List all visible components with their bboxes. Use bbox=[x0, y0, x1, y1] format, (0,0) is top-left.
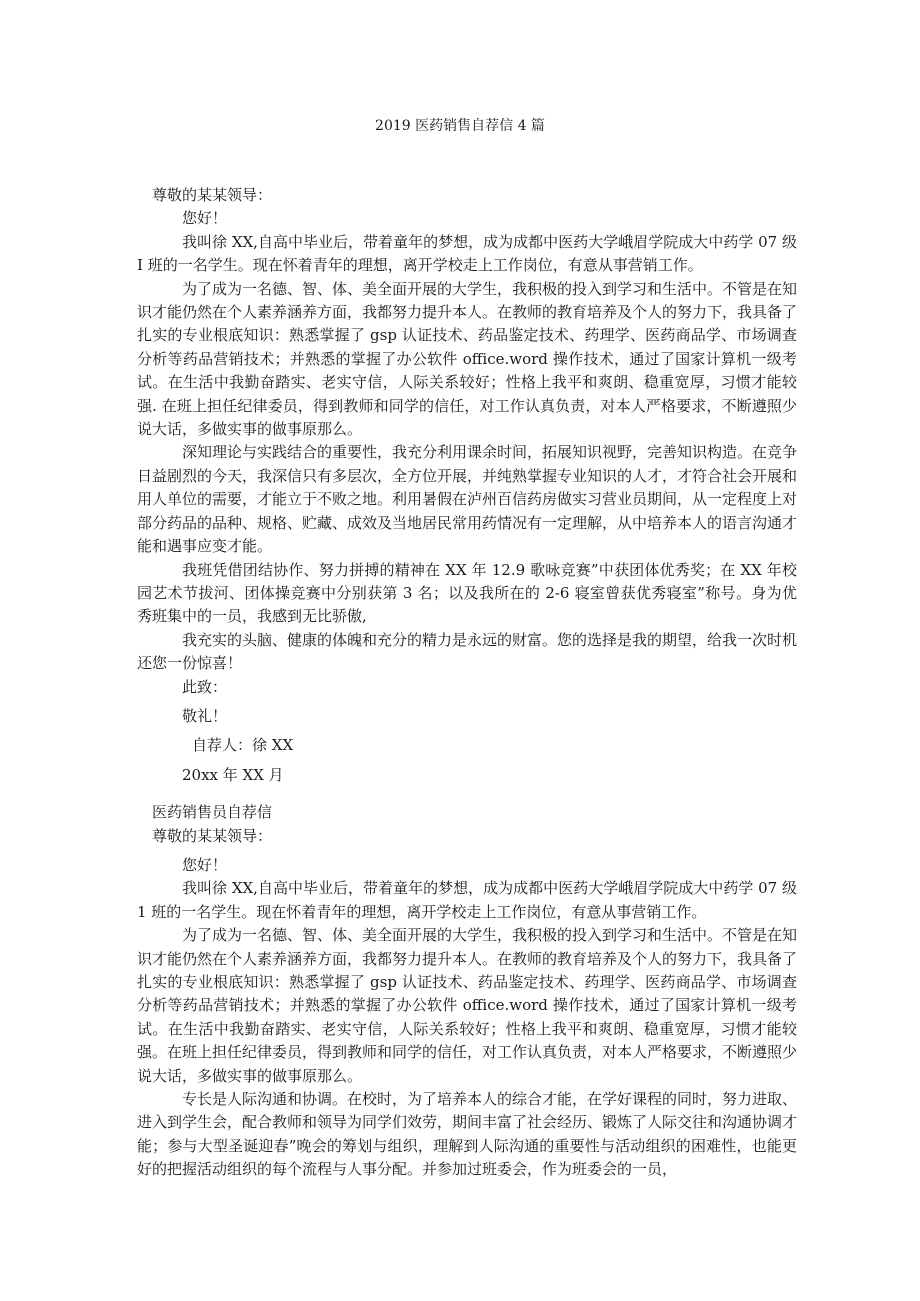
letter2-paragraph-3: 专长是人际沟通和协调。在校时，为了培养本人的综合才能，在学好课程的同时，努力进取、进入到学生会，配合教师和领导为同学们效劳，期间丰富了社会经历、锻炼了人际交往和沟通协调才能；参与大型圣诞迎春”晚会的筹划与组织，理解到人际沟通的重要性与活动组织的困难性，也能更好的把握活动组织的每个流程与人事分配。并参加过班委会，作为班委会的一员， bbox=[137, 1090, 798, 1179]
letter1-closing-2: 敬礼！ bbox=[182, 706, 228, 725]
document-body bbox=[137, 184, 797, 1182]
letter1-closing-1: 此致： bbox=[182, 677, 228, 696]
letter1-paragraph-1: 我叫徐 XX,自高中毕业后，带着童年的梦想，成为成都中医药大学峨眉学院成大中药学 07 级 I 班的一名学生。现在怀着青年的理想，离开学校走上工作岗位，有意从事营销工作。 bbox=[137, 232, 797, 275]
letter2-salutation: 尊敬的某某领导： bbox=[152, 826, 273, 845]
letter1-signature: 自荐人：徐 XX bbox=[192, 736, 294, 755]
letter1-date: 20xx 年 XX 月 bbox=[182, 765, 284, 784]
document-title: 2019 医药销售自荐信 4 篇 bbox=[375, 118, 545, 134]
letter1-greeting: 您好！ bbox=[182, 209, 228, 228]
letter1-paragraph-4: 我班凭借团结协作、努力拼搏的精神在 XX 年 12.9 歌咏竞赛”中获团体优秀奖；在 XX 年校园艺术节拔河、团体操竞赛中分别获第 3 名；以及我所在的 2-6 寝室曾获优秀寝室”称号。身为优秀班集中的一员，我感到无比骄傲, bbox=[137, 560, 797, 626]
letter2-paragraph-1: 我叫徐 XX,自高中毕业后，带着童年的梦想，成为成都中医药大学峨眉学院成大中药学 07 级 1 班的一名学生。现在怀着青年的理想，离开学校走上工作岗位，有意从事营销工作。 bbox=[137, 879, 797, 921]
letter1-paragraph-5: 我充实的头脑、健康的体魄和充分的精力是永远的财富。您的选择是我的期望，给我一次时机还您一份惊喜！ bbox=[137, 630, 798, 673]
letter2-paragraph-2: 为了成为一名德、智、体、美全面开展的大学生，我积极的投入到学习和生活中。不管是在知识才能仍然在个人素养涵养方面，我都努力提升本人。在教师的教育培养及个人的努力下，我具备了扎实的专业根底知识：熟悉掌握了 gsp 认证技术、药品鉴定技术、药理学、医药商品学、市场调查分析等药品营销技术；并熟悉的掌握了办公软件 office.word 操作技术，通过了国家计算机一级考试。在生活中我勤奋踏实、老实守信，人际关系较好；性格上我平和爽朗、稳重宽厚，习惯才能较强。在班上担任纪律委员，得到教师和同学的信任，对工作认真负责，对本人严格要求，不断遵照少说大话，多做实事的做事原那么。 bbox=[137, 926, 798, 1085]
letter1-paragraph-3: 深知理论与实践结合的重要性，我充分利用课余时间，拓展知识视野，完善知识构造。在竞争日益剧烈的今天，我深信只有多层次，全方位开展，并纯熟掌握专业知识的人才，才符合社会开展和用人单位的需要，才能立于不败之地。利用暑假在泸州百信药房做实习营业员期间，从一定程度上对部分药品的品种、规格、贮藏、成效及当地居民常用药情况有一定理解，从中培养本人的语言沟通才能和遇事应变才能。 bbox=[137, 443, 798, 556]
letter2-heading: 医药销售员自荐信 bbox=[152, 803, 273, 822]
letter1-paragraph-2: 为了成为一名德、智、体、美全面开展的大学生，我积极的投入到学习和生活中。不管是在知识才能仍然在个人素养涵养方面，我都努力提升本人。在教师的教育培养及个人的努力下，我具备了扎实的专业根底知识：熟悉掌握了 gsp 认证技术、药品鉴定技术、药理学、医药商品学、市场调查分析等药品营销技术；并熟悉的掌握了办公软件 office.word 操作技术，通过了国家计算机一级考试。在生活中我勤奋踏实、老实守信，人际关系较好；性格上我平和爽朗、稳重宽厚，习惯才能较强. 在班上担任纪律委员，得到教师和同学的信任，对工作认真负责，对本人严格要求，不断遵照少说大话，多做实事的做事原那么。 bbox=[137, 279, 798, 439]
letter2-greeting: 您好！ bbox=[182, 855, 228, 874]
letter1-salutation: 尊敬的某某领导： bbox=[152, 186, 273, 204]
